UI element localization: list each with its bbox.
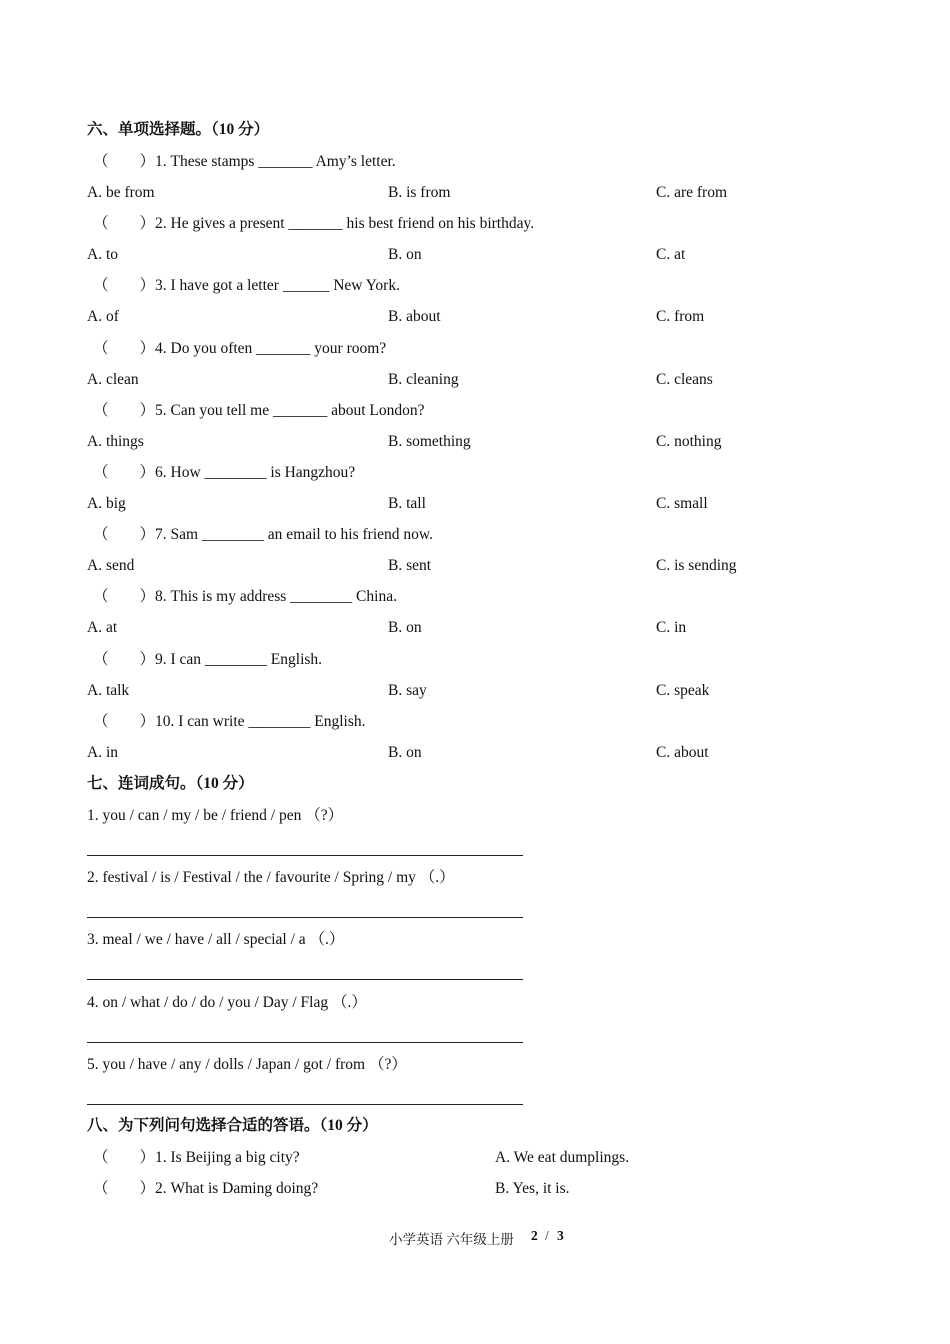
option-c: C. at — [656, 246, 686, 264]
match-row — [93, 1178, 793, 1200]
option-b: B. say — [388, 681, 427, 699]
question-stem: （ ）8. This is my address ________ China. — [93, 588, 397, 606]
option-a: A. to — [87, 246, 118, 264]
option-c: C. in — [656, 619, 687, 637]
answer-line[interactable] — [87, 979, 523, 980]
word-order-item: 3. meal / we / have / all / special / a （.） — [87, 931, 345, 949]
option-row — [87, 617, 867, 639]
option-c: C. small — [656, 495, 708, 512]
section-6-title: 六、单项选择题。（10 分） — [87, 121, 270, 138]
option-row — [87, 182, 867, 204]
answer-line[interactable] — [87, 1042, 523, 1043]
question-stem: （ ）10. I can write ________ English. — [93, 712, 366, 730]
footer-subject: 小学英语 六年级上册 — [389, 1232, 514, 1247]
option-row — [87, 555, 867, 577]
option-c: C. speak — [656, 681, 710, 699]
footer-separator: / — [545, 1228, 549, 1243]
option-a: A. send — [87, 557, 135, 575]
question-stem: （ ）3. I have got a letter ______ New York. — [93, 277, 400, 295]
option-row — [87, 369, 867, 391]
option-c: C. is sending — [656, 557, 737, 575]
option-a: A. big — [87, 495, 126, 512]
word-order-item: 5. you / have / any / dolls / Japan / got / from （?） — [87, 1055, 407, 1073]
match-answer: B. Yes, it is. — [495, 1180, 570, 1197]
option-a: A. of — [87, 308, 119, 326]
match-row — [93, 1147, 793, 1169]
option-row — [87, 244, 867, 266]
question-stem: （ ）4. Do you often _______ your room? — [93, 339, 387, 357]
option-row — [87, 742, 867, 764]
question-stem: （ ）7. Sam ________ an email to his friend now. — [93, 526, 433, 544]
match-question: （ ）2. What is Daming doing? — [93, 1180, 319, 1197]
question-stem: （ ）9. I can ________ English. — [93, 650, 323, 668]
answer-line[interactable] — [87, 1104, 523, 1105]
option-b: B. is from — [388, 184, 451, 201]
option-a: A. at — [87, 619, 118, 637]
option-b: B. on — [388, 743, 422, 761]
option-a: A. talk — [87, 681, 130, 699]
option-a: A. things — [87, 432, 144, 450]
option-a: A. clean — [87, 370, 139, 388]
answer-line[interactable] — [87, 917, 523, 918]
question-stem: （ ）2. He gives a present _______ his best friend on his birthday. — [93, 215, 535, 233]
word-order-item: 1. you / can / my / be / friend / pen （?） — [87, 807, 344, 824]
word-order-item: 4. on / what / do / do / you / Day / Flag （.） — [87, 993, 367, 1011]
option-row — [87, 493, 867, 515]
word-order-item: 2. festival / is / Festival / the / favourite / Spring / my （.） — [87, 869, 455, 887]
answer-line[interactable] — [87, 855, 523, 856]
option-c: C. nothing — [656, 432, 722, 450]
option-b: B. something — [388, 432, 471, 450]
match-question: （ ）1. Is Beijing a big city? — [93, 1149, 300, 1166]
option-b: B. sent — [388, 557, 432, 575]
option-a: A. in — [87, 743, 118, 761]
section-8-title: 八、为下列问句选择合适的答语。（10 分） — [87, 1117, 378, 1134]
footer-page-number: 2 — [531, 1228, 538, 1243]
option-b: B. tall — [388, 495, 426, 512]
option-b: B. on — [388, 246, 422, 264]
match-answer: A. We eat dumplings. — [495, 1149, 630, 1166]
option-c: C. about — [656, 743, 709, 761]
option-c: C. from — [656, 308, 705, 326]
option-b: B. on — [388, 619, 422, 637]
option-b: B. about — [388, 308, 441, 326]
question-stem: （ ）5. Can you tell me _______ about London? — [93, 401, 425, 419]
section-7-title: 七、连词成句。（10 分） — [87, 775, 254, 792]
footer-total-pages: 3 — [557, 1228, 564, 1243]
option-row — [87, 306, 867, 328]
option-row — [87, 431, 867, 453]
option-a: A. be from — [87, 184, 155, 201]
option-b: B. cleaning — [388, 370, 459, 388]
question-stem: （ ）1. These stamps _______ Amy’s letter. — [93, 153, 396, 170]
question-stem: （ ）6. How ________ is Hangzhou? — [93, 464, 356, 481]
option-row — [87, 680, 867, 702]
option-c: C. are from — [656, 184, 728, 201]
option-c: C. cleans — [656, 370, 713, 388]
